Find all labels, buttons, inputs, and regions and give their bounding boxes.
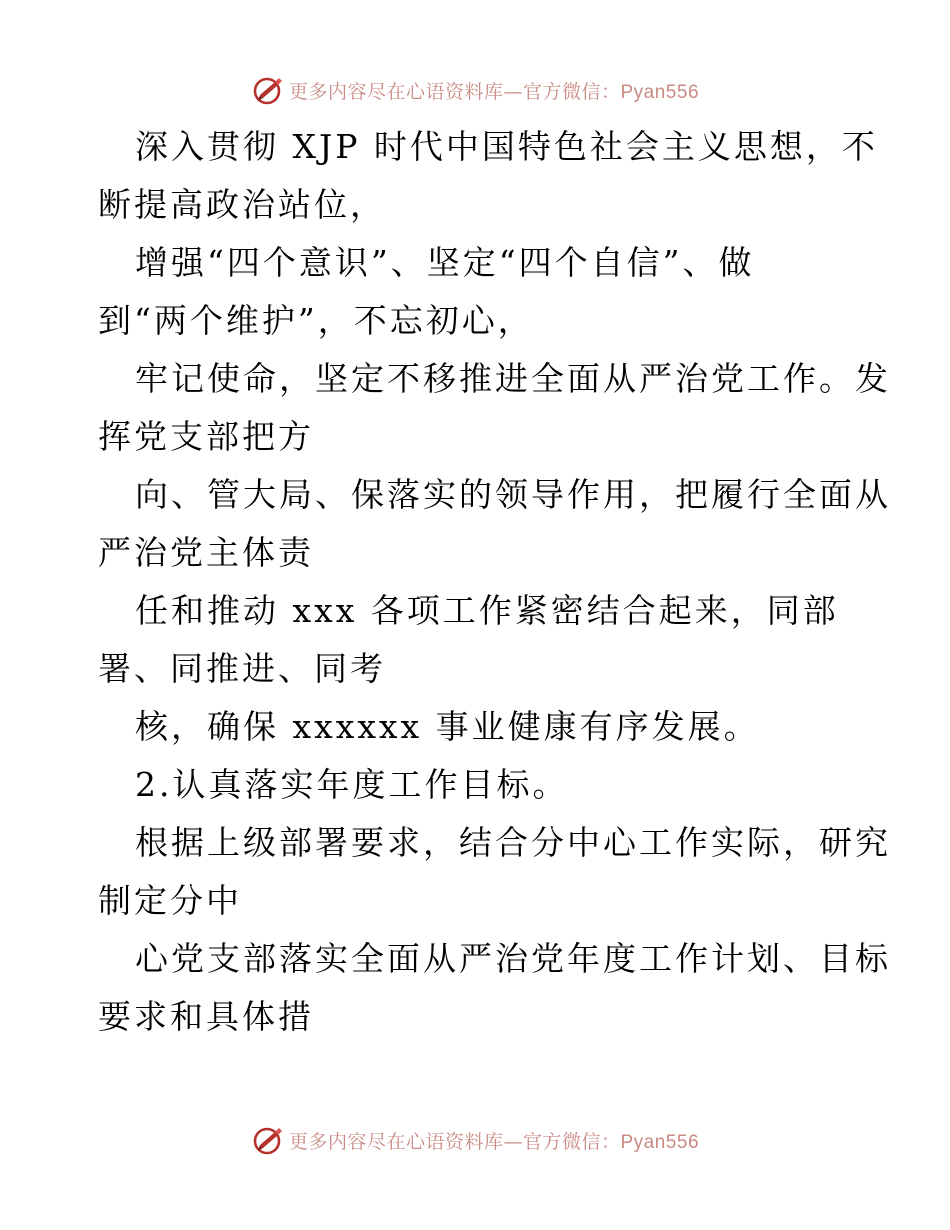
- text-line: 断提高政治站位，: [98, 185, 386, 224]
- text-line: 署、同推进、同考: [98, 649, 386, 688]
- pen-logo-icon: [251, 1123, 285, 1157]
- text-line: 心党支部落实全面从严治党年度工作计划、目标: [135, 939, 891, 978]
- text-line: 制定分中: [98, 881, 242, 920]
- text-line: 任和推动 xxx 各项工作紧密结合起来，同部: [135, 591, 839, 630]
- document-body: [98, 118, 891, 1046]
- text-line: 深入贯彻 XJP 时代中国特色社会主义思想，不: [135, 127, 878, 166]
- watermark-account: Pyan556: [620, 1131, 700, 1153]
- pen-logo-icon: [251, 73, 285, 107]
- text-line: 牢记使命，坚定不移推进全面从严治党工作。发: [135, 359, 891, 398]
- text-line: 核，确保 xxxxxx 事业健康有序发展。: [135, 707, 760, 746]
- header-watermark: [0, 70, 950, 110]
- text-line: 根据上级部署要求，结合分中心工作实际，研究: [135, 823, 891, 862]
- text-line: 挥党支部把方: [98, 417, 314, 456]
- watermark-text: 更多内容尽在心语资料库—官方微信：: [288, 80, 621, 103]
- watermark-account: Pyan556: [620, 81, 700, 103]
- text-line: 增强“四个意识”、坚定“四个自信”、做: [135, 243, 755, 282]
- footer-watermark: [0, 1120, 950, 1160]
- text-line: 要求和具体措: [98, 997, 314, 1036]
- text-line: 到“两个维护”，不忘初心，: [98, 301, 534, 340]
- text-line: 严治党主体责: [98, 533, 314, 572]
- watermark-text: 更多内容尽在心语资料库—官方微信：: [288, 1130, 621, 1153]
- text-line: 向、管大局、保落实的领导作用，把履行全面从: [135, 475, 891, 514]
- text-line: 2.认真落实年度工作目标。: [135, 765, 569, 804]
